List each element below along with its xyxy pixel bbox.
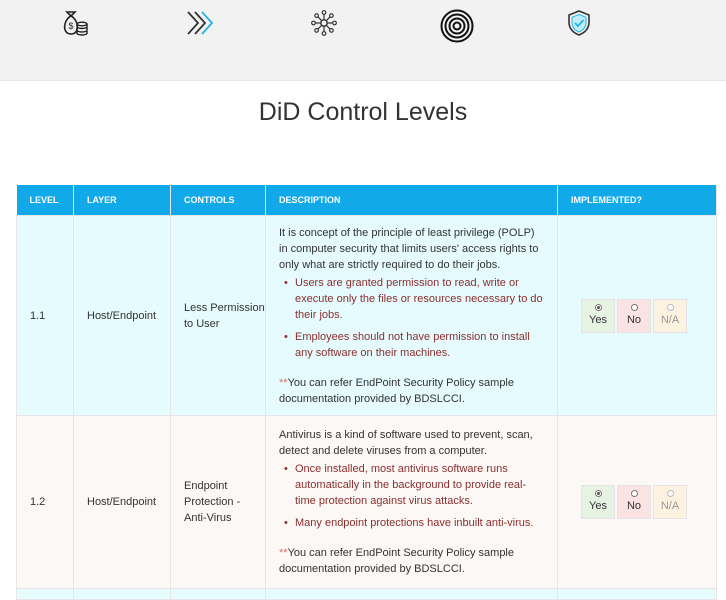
cell-implemented [558,216,717,416]
description-intro: It is concept of the principle of least privilege (POLP) in computer security that limits users' access rights to only what are strictly required to do their jobs. [279,226,539,271]
no-radio-label: No [626,500,642,512]
description-bullets [279,461,543,531]
yes-radio-label: Yes [589,313,607,326]
table-row [17,589,717,600]
note-text: You can refer EndPoint Security Policy sample documentation provided by BDSLCCI. [279,547,514,575]
column-header-controls: CONTROLS [171,185,266,216]
column-header-level: LEVEL [17,185,74,216]
no-radio-button[interactable] [631,490,638,497]
no-radio-label: No [626,313,642,326]
na-radio-option[interactable] [653,485,687,519]
column-header-description: DESCRIPTION [266,185,558,216]
column-header-implemented: IMPLEMENTED? [558,185,717,216]
implemented-radio-group [581,485,716,519]
na-radio-label: N/A [660,500,680,512]
description-intro: Antivirus is a kind of software used to prevent, scan, detect and delete viruses from a computer. [279,429,533,457]
target-icon[interactable] [440,9,474,43]
description-bullets [279,275,543,361]
no-radio-button[interactable] [631,304,638,311]
cell-control: Less Permission to User [171,216,266,416]
yes-radio-option[interactable] [581,485,615,519]
yes-radio-button[interactable] [595,304,602,311]
yes-radio-option[interactable] [581,299,615,333]
column-header-layer: LAYER [74,185,171,216]
implemented-radio-group [581,299,716,333]
no-radio-option[interactable] [617,299,651,333]
description-bullet: • Employees should not have permission to install any software on their machines. [279,329,543,361]
na-radio-button[interactable] [667,304,674,311]
controls-table [16,185,717,600]
note-text: You can refer EndPoint Security Policy sample documentation provided by BDSLCCI. [279,376,514,405]
money-bag-icon[interactable] [57,6,91,40]
top-toolbar [0,0,726,81]
network-icon[interactable] [307,6,341,40]
na-radio-label: N/A [660,313,680,326]
cell-description [266,216,558,416]
svg-text:$: $ [68,21,74,31]
yes-radio-button[interactable] [595,490,602,497]
cell-level: 1.1 [17,216,74,416]
description-bullet: • Many endpoint protections have inbuilt anti-virus. [279,515,543,531]
description-note [279,545,543,577]
cell-layer: Host/Endpoint [74,416,171,589]
cell-description [266,416,558,589]
shield-check-icon[interactable] [562,6,596,40]
chevrons-right-icon[interactable] [181,6,215,40]
table-row [17,216,717,416]
cell-level: 1.2 [17,416,74,589]
cell-layer: Host/Endpoint [74,216,171,416]
no-radio-option[interactable] [617,485,651,519]
description-note [279,375,543,407]
na-radio-option[interactable] [653,299,687,333]
description-bullet: • Once installed, most antivirus software runs automatically in the background to provide real-time protection against virus attacks. [279,461,543,509]
page-title: DiD Control Levels [258,98,468,126]
table-row [17,416,717,589]
cell-control: Endpoint Protection - Anti-Virus [171,416,266,589]
na-radio-button[interactable] [667,490,674,497]
yes-radio-label: Yes [589,500,607,512]
note-asterisks: ** [279,376,288,389]
table-header-row [17,185,717,216]
cell-implemented [558,416,717,589]
description-bullet: • Users are granted permission to read, write or execute only the files or resources necessary to do their jobs. [279,275,543,323]
note-asterisks: ** [279,547,288,559]
